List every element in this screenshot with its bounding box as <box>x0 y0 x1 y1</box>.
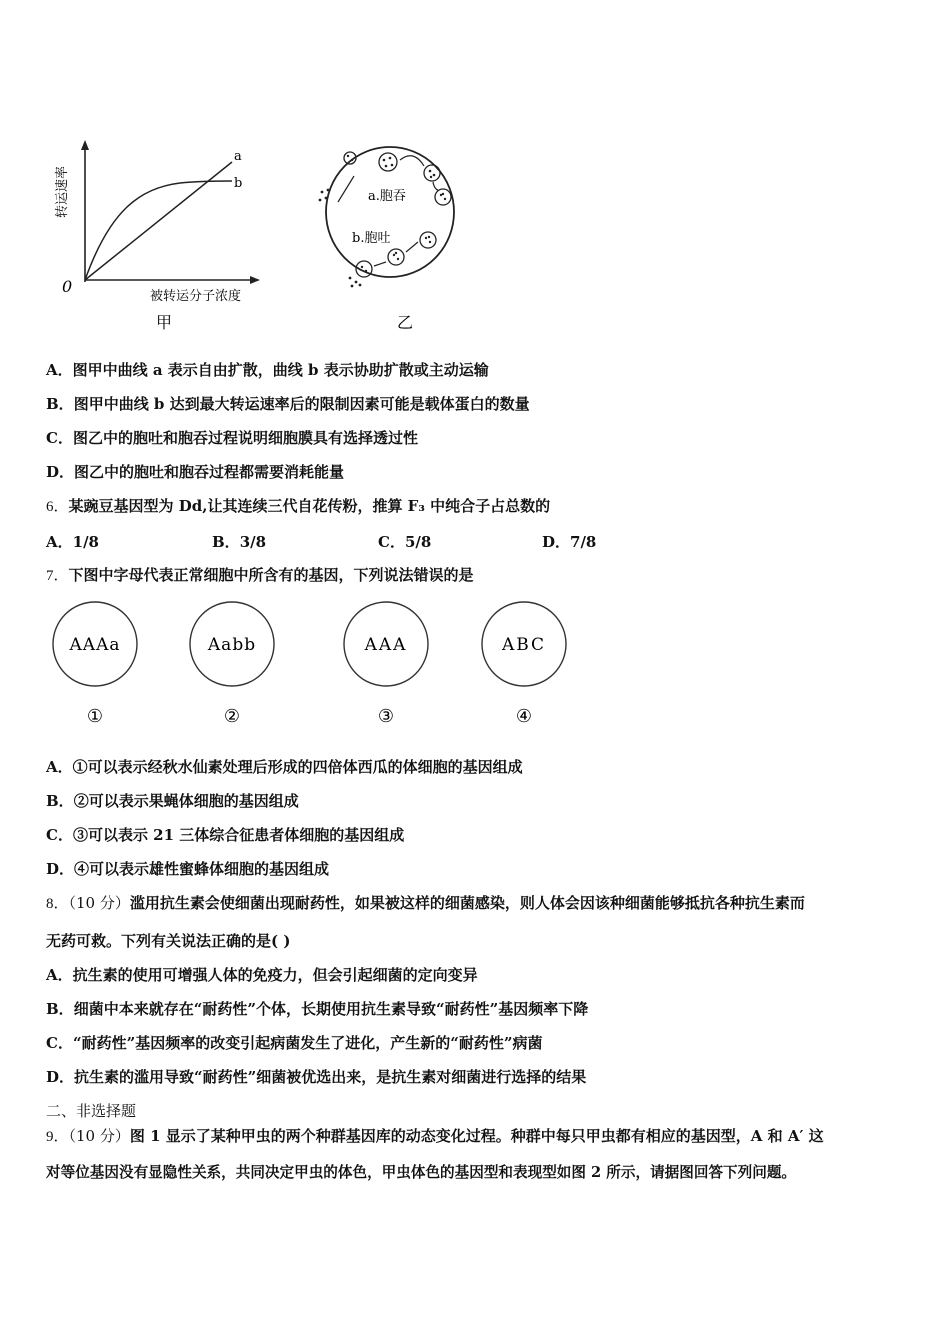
q9-stem-line2: 对等位基因没有显隐性关系，共同决定甲虫的体色，甲虫体色的基因型和表现型如图 2 所示，请据图回答下列问题。 <box>46 1164 797 1181</box>
q8-stem-line1: 8．（10 分）滥用抗生素会使细菌出现耐药性，如果被这样的细菌感染，则人体会因该种细菌能够抵抗各种抗生素而 <box>46 894 805 912</box>
x-axis-arrow <box>250 276 260 284</box>
q7-option-a: A．①可以表示经秋水仙素处理后形成的四倍体西瓜的体细胞的基因组成 <box>46 758 523 776</box>
cell-1-label: ① <box>86 706 104 727</box>
q7-option-b: B．②可以表示果蝇体细胞的基因组成 <box>46 792 299 810</box>
curve-a <box>85 162 232 280</box>
cell-diagram <box>310 140 480 340</box>
q6-option-c: C．5/8 <box>378 533 432 551</box>
exocytosis-label: b.胞吐 <box>352 231 391 246</box>
q5-option-b: B．图甲中曲线 b 达到最大转运速率后的限制因素可能是载体蛋白的数量 <box>46 395 530 413</box>
curve-b <box>85 181 232 280</box>
q5-option-c: C．图乙中的胞吐和胞吞过程说明细胞膜具有选择透过性 <box>46 429 418 447</box>
cell-3-genes: AAA <box>364 635 408 655</box>
q7-option-c: C．③可以表示 21 三体综合征患者体细胞的基因组成 <box>46 826 405 844</box>
y-axis-label: 转运速率 <box>55 165 70 218</box>
cell-4-label: ④ <box>515 706 533 727</box>
q6-stem: 6．某豌豆基因型为 Dd,让其连续三代自花传粉，推算 F₃ 中纯合子占总数的 <box>46 497 551 515</box>
cell-1-genes: AAAa <box>69 635 121 655</box>
cell-1 <box>53 602 137 727</box>
q5-option-a: A．图甲中曲线 a 表示自由扩散，曲线 b 表示协助扩散或主动运输 <box>46 361 489 379</box>
x-axis-label: 被转运分子浓度 <box>150 289 242 304</box>
q8-option-a: A．抗生素的使用可增强人体的免疫力，但会引起细菌的定向变异 <box>46 966 478 984</box>
cell-caption: 乙 <box>397 313 414 332</box>
endocytosis-label: a.胞吞 <box>368 189 406 204</box>
gene-cells-figure <box>40 600 600 735</box>
cell-2 <box>190 602 274 727</box>
cell-4 <box>482 602 566 727</box>
cell-membrane <box>326 147 454 277</box>
curve-b-label: b <box>234 176 243 191</box>
q7-stem: 7．下图中字母代表正常细胞中所含有的基因，下列说法错误的是 <box>46 566 474 584</box>
q9-stem-line1: 9．（10 分）图 1 显示了某种甲虫的两个种群基因库的动态变化过程。种群中每只甲虫都有相应的基因型，A 和 A′ 这 <box>46 1127 824 1145</box>
cell-2-label: ② <box>223 706 241 727</box>
q8-option-d: D．抗生素的滥用导致“耐药性”细菌被优选出来，是抗生素对细菌进行选择的结果 <box>46 1068 587 1086</box>
cell-3-label: ③ <box>377 706 395 727</box>
origin-label: 0 <box>62 277 73 296</box>
q6-option-b: B．3/8 <box>212 533 267 551</box>
q6-option-d: D．7/8 <box>542 533 597 551</box>
q7-option-d: D．④可以表示雄性蜜蜂体细胞的基因组成 <box>46 860 330 878</box>
section-title: 二、非选择题 <box>46 1102 137 1120</box>
q8-option-b: B．细菌中本来就存在“耐药性”个体，长期使用抗生素导致“耐药性”基因频率下降 <box>46 1000 589 1018</box>
q8-option-c: C．“耐药性”基因频率的改变引起病菌发生了进化，产生新的“耐药性”病菌 <box>46 1034 543 1052</box>
process-arrows <box>338 156 438 266</box>
q6-option-a: A．1/8 <box>46 533 99 551</box>
cell-2-genes: Aabb <box>207 635 257 655</box>
cell-3 <box>344 602 428 727</box>
cell-4-genes: ABC <box>501 635 547 655</box>
q8-stem-line2: 无药可救。下列有关说法正确的是( ) <box>46 932 291 950</box>
chart-caption: 甲 <box>156 313 173 332</box>
q5-option-d: D．图乙中的胞吐和胞吞过程都需要消耗能量 <box>46 463 345 481</box>
transport-rate-chart <box>50 140 290 340</box>
y-axis-arrow <box>81 140 89 150</box>
curve-a-label: a <box>234 149 242 164</box>
